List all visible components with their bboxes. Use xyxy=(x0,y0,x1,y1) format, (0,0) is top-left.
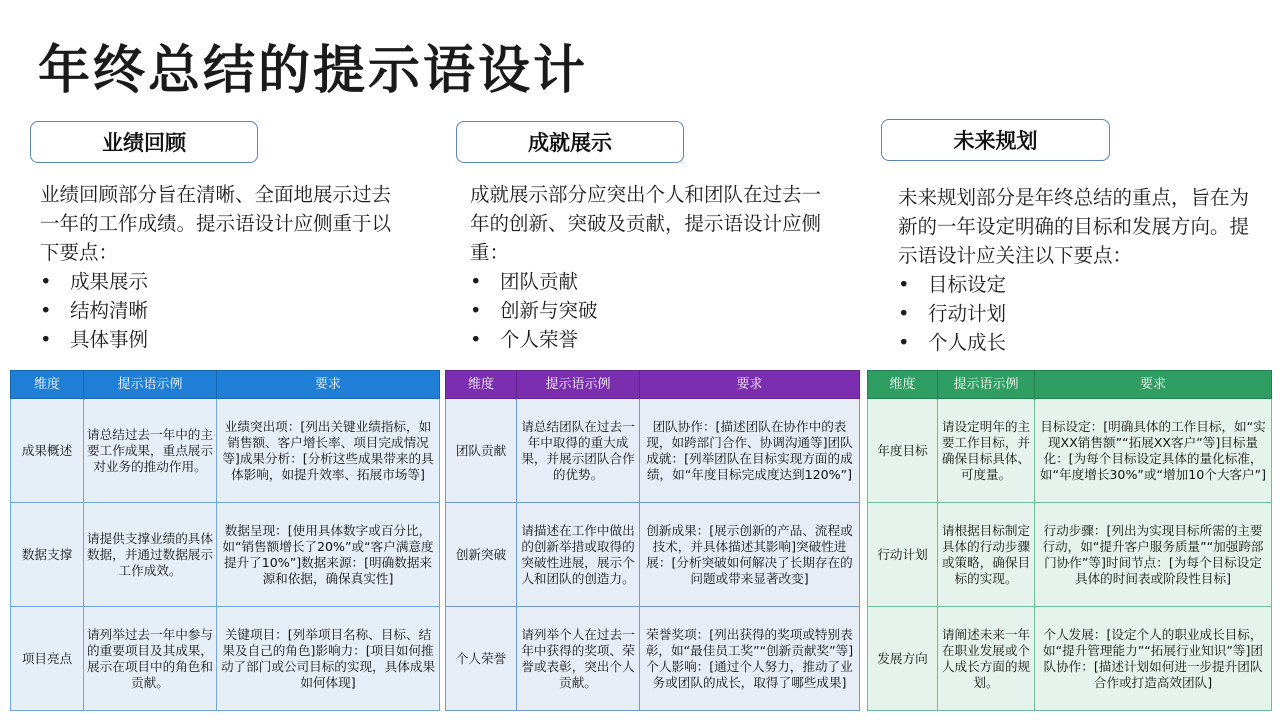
section-intro-achievements xyxy=(470,180,830,354)
table-performance-review xyxy=(10,370,440,711)
bullet-item: • 创新与突破 xyxy=(470,296,830,325)
bullet-item: • 成果展示 xyxy=(40,267,400,296)
table-row xyxy=(11,503,440,607)
cell-dimension: 数据支撑 xyxy=(11,503,84,607)
bullet-item: • 结构清晰 xyxy=(40,296,400,325)
bullet-list xyxy=(40,267,400,354)
header-prompt-example: 提示语示例 xyxy=(938,371,1035,399)
intro-text: 成就展示部分应突出个人和团队在过去一年的创新、突破及贡献，提示语设计应侧重： xyxy=(470,183,822,264)
cell-prompt: 请描述在工作中做出的创新举措或取得的突破性进展，展示个人和团队的创造力。 xyxy=(517,503,640,607)
cell-dimension: 创新突破 xyxy=(446,503,517,607)
cell-prompt: 请提供支撑业绩的具体数据，并通过数据展示工作成效。 xyxy=(84,503,217,607)
header-requirements: 要求 xyxy=(1035,371,1272,399)
cell-dimension: 发展方向 xyxy=(868,607,938,711)
header-dimension: 维度 xyxy=(11,371,84,399)
cell-dimension: 行动计划 xyxy=(868,503,938,607)
section-heading-future-planning: 未来规划 xyxy=(881,119,1110,161)
cell-requirement: 团队协作：[描述团队在协作中的表现，如跨部门合作、协调沟通等]团队成就：[列举团队在目标实现方面的成绩，如“年度目标完成度达到120%”] xyxy=(640,399,860,503)
intro-text: 未来规划部分是年终总结的重点，旨在为新的一年设定明确的目标和发展方向。提示语设计应关注以下要点： xyxy=(898,186,1250,267)
cell-prompt: 请设定明年的主要工作目标，并确保目标具体、可度量。 xyxy=(938,399,1035,503)
cell-prompt: 请根据目标制定具体的行动步骤或策略，确保目标的实现。 xyxy=(938,503,1035,607)
cell-dimension: 团队贡献 xyxy=(446,399,517,503)
intro-text: 业绩回顾部分旨在清晰、全面地展示过去一年的工作成绩。提示语设计应侧重于以下要点： xyxy=(40,183,392,264)
header-prompt-example: 提示语示例 xyxy=(517,371,640,399)
cell-requirement: 行动步骤：[列出为实现目标所需的主要行动，如“提升客户服务质量”“加强跨部门协作”等]时间节点：[为每个目标设定具体的时间表或阶段性目标] xyxy=(1035,503,1272,607)
bullet-item: • 个人荣誉 xyxy=(470,325,830,354)
table-header-row xyxy=(868,371,1272,399)
section-heading-achievements: 成就展示 xyxy=(456,121,684,163)
cell-prompt: 请列举过去一年中参与的重要项目及其成果，展示在项目中的角色和贡献。 xyxy=(84,607,217,711)
header-dimension: 维度 xyxy=(446,371,517,399)
section-intro-performance-review xyxy=(40,180,400,354)
table-header-row xyxy=(11,371,440,399)
table-row xyxy=(446,503,860,607)
header-dimension: 维度 xyxy=(868,371,938,399)
table-row xyxy=(446,607,860,711)
cell-dimension: 个人荣誉 xyxy=(446,607,517,711)
table-future-planning xyxy=(867,370,1272,711)
header-requirements: 要求 xyxy=(640,371,860,399)
cell-prompt: 请阐述未来一年在职业发展或个人成长方面的规划。 xyxy=(938,607,1035,711)
bullet-item: • 行动计划 xyxy=(898,299,1258,328)
table-row xyxy=(868,503,1272,607)
table-header-row xyxy=(446,371,860,399)
cell-prompt: 请总结过去一年中的主要工作成果，重点展示对业务的推动作用。 xyxy=(84,399,217,503)
table-row xyxy=(446,399,860,503)
cell-prompt: 请列举个人在过去一年中获得的奖项、荣誉或表彰，突出个人贡献。 xyxy=(517,607,640,711)
bullet-list xyxy=(470,267,830,354)
bullet-item: • 具体事例 xyxy=(40,325,400,354)
table-row xyxy=(868,607,1272,711)
cell-dimension: 年度目标 xyxy=(868,399,938,503)
section-intro-future-planning xyxy=(898,183,1258,357)
section-heading-performance-review: 业绩回顾 xyxy=(30,121,258,163)
cell-requirement: 数据呈现：[使用具体数字或百分比，如“销售额增长了20%”或“客户满意度提升了10%”]数据来源：[明确数据来源和依据，确保真实性] xyxy=(217,503,440,607)
cell-requirement: 业绩突出项：[列出关键业绩指标，如销售额、客户增长率、项目完成情况等]成果分析：[分析这些成果带来的具体影响，如提升效率、拓展市场等] xyxy=(217,399,440,503)
table-row xyxy=(11,607,440,711)
bullet-item: • 团队贡献 xyxy=(470,267,830,296)
cell-dimension: 项目亮点 xyxy=(11,607,84,711)
bullet-item: • 目标设定 xyxy=(898,270,1258,299)
table-row xyxy=(11,399,440,503)
bullet-list xyxy=(898,270,1258,357)
header-requirements: 要求 xyxy=(217,371,440,399)
cell-requirement: 关键项目：[列举项目名称、目标、结果及自己的角色]影响力：[项目如何推动了部门或公司目标的实现，具体成果如何体现] xyxy=(217,607,440,711)
table-row xyxy=(868,399,1272,503)
page-title: 年终总结的提示语设计 xyxy=(38,41,589,101)
cell-dimension: 成果概述 xyxy=(11,399,84,503)
cell-requirement: 个人发展：[设定个人的职业成长目标，如“提升管理能力”“拓展行业知识”等]团队协作：[描述计划如何进一步提升团队合作或打造高效团队] xyxy=(1035,607,1272,711)
table-achievements xyxy=(445,370,860,711)
cell-requirement: 创新成果：[展示创新的产品、流程或技术，并具体描述其影响]突破性进展：[分析突破如何解决了长期存在的问题或带来显著改变] xyxy=(640,503,860,607)
cell-requirement: 目标设定：[明确具体的工作目标，如“实现XX销售额”“拓展XX客户”等]目标量化：[为每个目标设定具体的量化标准，如“年度增长30%”或“增加10个大客户”] xyxy=(1035,399,1272,503)
header-prompt-example: 提示语示例 xyxy=(84,371,217,399)
cell-requirement: 荣誉奖项：[列出获得的奖项或特别表彰，如“最佳员工奖”“创新贡献奖”等]个人影响：[通过个人努力，推动了业务或团队的成长，取得了哪些成果] xyxy=(640,607,860,711)
cell-prompt: 请总结团队在过去一年中取得的重大成果，并展示团队合作的优势。 xyxy=(517,399,640,503)
bullet-item: • 个人成长 xyxy=(898,328,1258,357)
